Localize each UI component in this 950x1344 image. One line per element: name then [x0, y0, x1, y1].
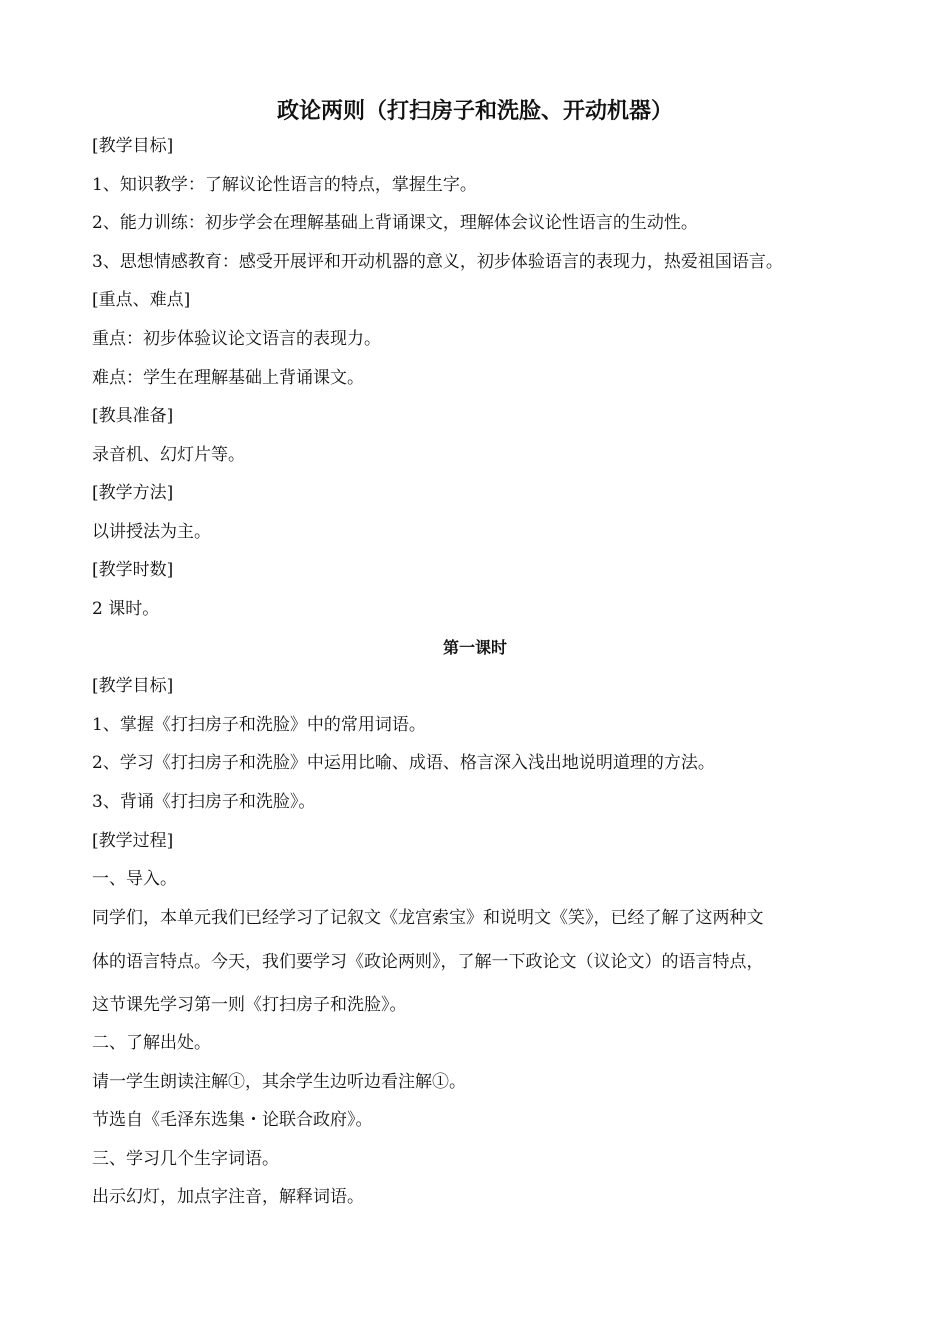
section-heading-hours: [教学时数] — [92, 560, 174, 580]
lesson-objective-1: 1、掌握《打扫房子和洗脸》中的常用词语。 — [92, 715, 426, 735]
section-heading-materials: [教具准备] — [92, 406, 174, 426]
section-heading-process: [教学过程] — [92, 831, 174, 851]
section-heading-method: [教学方法] — [92, 483, 174, 503]
step-introduction: 一、导入。 — [92, 869, 177, 889]
document-title: 政论两则（打扫房子和洗脸、开动机器） — [276, 99, 673, 124]
hours-text: 2 课时。 — [92, 599, 160, 619]
lesson-objective-3: 3、背诵《打扫房子和洗脸》。 — [92, 792, 316, 812]
vocabulary-text: 出示幻灯，加点字注音，解释词语。 — [92, 1187, 364, 1207]
materials-text: 录音机、幻灯片等。 — [92, 445, 245, 465]
objective-ability: 2、能力训练：初步学会在理解基础上背诵课文，理解体会议论性语言的生动性。 — [92, 213, 698, 233]
step-vocabulary: 三、学习几个生字词语。 — [92, 1149, 279, 1169]
method-text: 以讲授法为主。 — [92, 522, 211, 542]
source-text-2: 节选自《毛泽东选集・论联合政府》。 — [92, 1110, 373, 1130]
lesson-objective-2: 2、学习《打扫房子和洗脸》中运用比喻、成语、格言深入浅出地说明道理的方法。 — [92, 753, 715, 773]
section-heading-key-points: [重点、难点] — [92, 290, 191, 310]
section-heading-lesson-objectives: [教学目标] — [92, 676, 174, 696]
lesson-one-heading: 第一课时 — [442, 638, 507, 657]
source-text-1: 请一学生朗读注解①，其余学生边听边看注解①。 — [92, 1072, 466, 1092]
intro-paragraph-line-3: 这节课先学习第一则《打扫房子和洗脸》。 — [92, 995, 407, 1015]
objective-knowledge: 1、知识教学：了解议论性语言的特点，掌握生字。 — [92, 175, 477, 195]
difficult-point: 难点：学生在理解基础上背诵课文。 — [92, 368, 364, 388]
intro-paragraph-line-1: 同学们，本单元我们已经学习了记叙文《龙宫索宝》和说明文《笑》，已经了解了这两种文 — [92, 908, 764, 928]
section-heading-objectives: [教学目标] — [92, 136, 174, 156]
objective-emotion: 3、思想情感教育：感受开展评和开动机器的意义，初步体验语言的表现力，热爱祖国语言。 — [92, 252, 783, 272]
intro-paragraph-line-2: 体的语言特点。今天，我们要学习《政论两则》，了解一下政论文（议论文）的语言特点， — [92, 952, 764, 972]
key-point: 重点：初步体验议论文语言的表现力。 — [92, 329, 381, 349]
step-source: 二、了解出处。 — [92, 1033, 211, 1053]
